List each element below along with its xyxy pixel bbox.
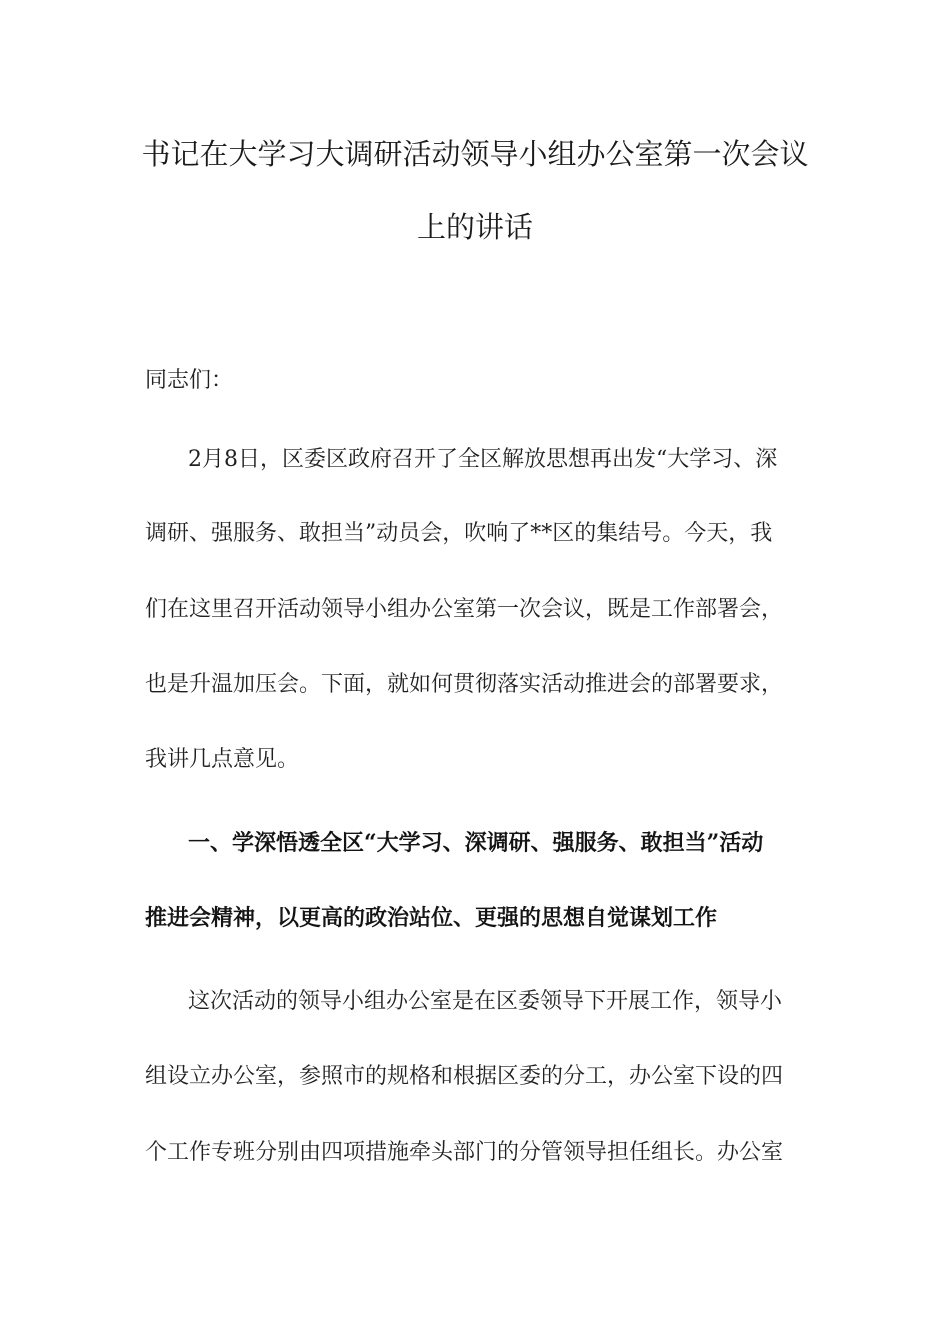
document-title-line-1: 书记在大学习大调研活动领导小组办公室第一次会议 — [141, 137, 809, 171]
section-heading-line-2: 推进会精神，以更高的政治站位、更强的思想自觉谋划工作 — [145, 905, 718, 931]
paragraph-1-line-1: 2月8日，区委区政府召开了全区解放思想再出发“大学习、深 — [188, 447, 778, 472]
paragraph-2-line-1: 这次活动的领导小组办公室是在区委领导下开展工作，领导小 — [188, 989, 783, 1014]
paragraph-2-line-2: 组设立办公室，参照市的规格和根据区委的分工，办公室下设的四 — [145, 1064, 784, 1089]
paragraph-1-line-2: 调研、强服务、敢担当”动员会，吹响了**区的集结号。今天，我 — [145, 521, 773, 546]
paragraph-2-line-3: 个工作专班分别由四项措施牵头部门的分管领导担任组长。办公室 — [145, 1140, 784, 1165]
paragraph-1-line-4: 也是升温加压会。下面，就如何贯彻落实活动推进会的部署要求， — [145, 672, 784, 697]
paragraph-1-line-5: 我讲几点意见。 — [145, 747, 300, 772]
document-title-line-2: 上的讲话 — [416, 210, 533, 244]
salutation: 同志们： — [145, 368, 234, 393]
paragraph-1-line-3: 们在这里召开活动领导小组办公室第一次会议，既是工作部署会， — [145, 597, 784, 622]
section-heading-line-1: 一、学深悟透全区“大学习、深调研、强服务、敢担当”活动 — [188, 830, 764, 856]
